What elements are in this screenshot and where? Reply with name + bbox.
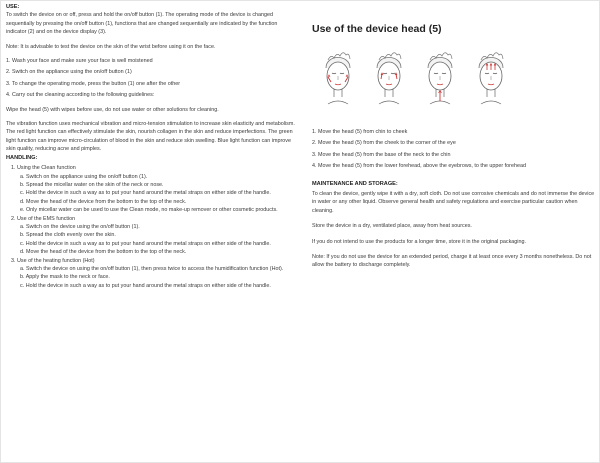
maintenance-paragraph-1: To clean the device, gently wipe it with a dry, soft cloth. Do not use corrosive chemicals and do not immerse the device in water or any other liquid. Observe general health and safety regulations and exercise particular caution when cleaning. [312, 191, 595, 214]
head-step-4: 4. Move the head (5) from the lower forehead, above the eyebrows, to the upper forehead [312, 163, 526, 170]
step-4: 4. Carry out the cleaning according to the following guidelines: [6, 92, 155, 99]
clean-item-d: d. Move the head of the device from the bottom to the top of the neck. [20, 198, 187, 205]
use-paragraph: To switch the device on or off, press and hold the on/off button (1). The operating mode of the device is changed sequentially by pressing the on/off button (1), functions that are changed sequentially are indicated by the function indicator (2) and on the device display (3). [6, 12, 278, 36]
hot-function-title: 3. Use of the heating function (Hot) [11, 257, 95, 264]
clean-function-title: 1. Using the Clean function [11, 165, 76, 172]
handling-heading: HANDLING: [6, 154, 38, 161]
clean-item-c: c. Hold the device in such a way as to put your hand around the metal straps on either side of the handle. [20, 190, 271, 197]
use-heading: USE: [6, 4, 20, 10]
clean-item-b: b. Spread the micellar water on the skin of the neck or nose. [20, 181, 164, 188]
face-illustration-4 [471, 46, 511, 118]
hot-item-b: b. Apply the mask to the neck or face. [20, 274, 110, 281]
ems-function-title: 2. Use of the EMS function [11, 215, 76, 222]
left-column [6, 0, 296, 290]
maintenance-paragraph-4: Note: If you do not use the device for an extended period, charge it at least once every 3 months nonetheless. Do not allow the battery to discharge completely. [312, 254, 592, 269]
wipe-text: Wipe the head (5) with wipes before use, do not use water or other solutions for cleaning. [6, 106, 219, 113]
maintenance-paragraph-2: Store the device in a dry, ventilated place, away from heat sources. [312, 223, 472, 230]
clean-item-e: e. Only micellar water can be used to use the Clean mode, no make-up remover or other cosmetic products. [20, 207, 278, 214]
hot-item-a: a. Switch the device on using the on/off button (1), then press twice to access the humidification function (Hot). [20, 265, 284, 272]
head-step-3: 3. Move the head (5) from the base of the neck to the chin [312, 151, 451, 158]
head-step-2: 2. Move the head (5) from the cheek to the corner of the eye [312, 140, 456, 147]
vibration-text: The vibration function uses mechanical vibration and micro-tension stimulation to increase skin elasticity and metabolism. The red light function can effectively stimulate the skin, nourish collagen in the skin and reduce imperfections. The green light function can improve micro-circulation of blood in the skin and reduce skin swelling. Blue light function can improve skin quality, reducing acne and pimples. [6, 121, 295, 153]
clean-item-a: a. Switch on the appliance using the on/off button (1). [20, 173, 148, 180]
ems-item-c: c. Hold the device in such a way as to put your hand around the metal straps on either side of the handle. [20, 240, 271, 247]
face-illustration-1 [318, 46, 358, 118]
face-illustration-2 [369, 46, 409, 118]
face-illustrations [318, 46, 597, 118]
maintenance-paragraph-3: If you do not intend to use the products for a longer time, store it in the original packaging. [312, 238, 526, 245]
device-head-title: Use of the device head (5) [312, 23, 442, 35]
step-1: 1. Wash your face and make sure your face is well moistened [6, 58, 153, 65]
right-column [312, 0, 597, 270]
ems-item-b: b. Spread the cloth evenly over the skin. [20, 232, 116, 239]
ems-item-d: d. Move the head of the device from the bottom to the top of the neck. [20, 249, 187, 256]
face-illustration-3 [420, 46, 460, 118]
step-3: 3. To change the operating mode, press the button (1) one after the other [6, 80, 181, 87]
maintenance-heading: MAINTENANCE AND STORAGE: [312, 180, 398, 187]
step-2: 2. Switch on the appliance using the on/off button (1) [6, 69, 132, 76]
head-step-1: 1. Move the head (5) from chin to cheek [312, 129, 408, 135]
note-text: Note: It is advisable to test the device on the skin of the wrist before using it on the face. [6, 43, 216, 50]
ems-item-a: a. Switch on the device using the on/off button (1). [20, 223, 140, 230]
hot-item-c: c. Hold the device in such a way as to put your hand around the metal straps on either side of the handle. [20, 282, 271, 289]
